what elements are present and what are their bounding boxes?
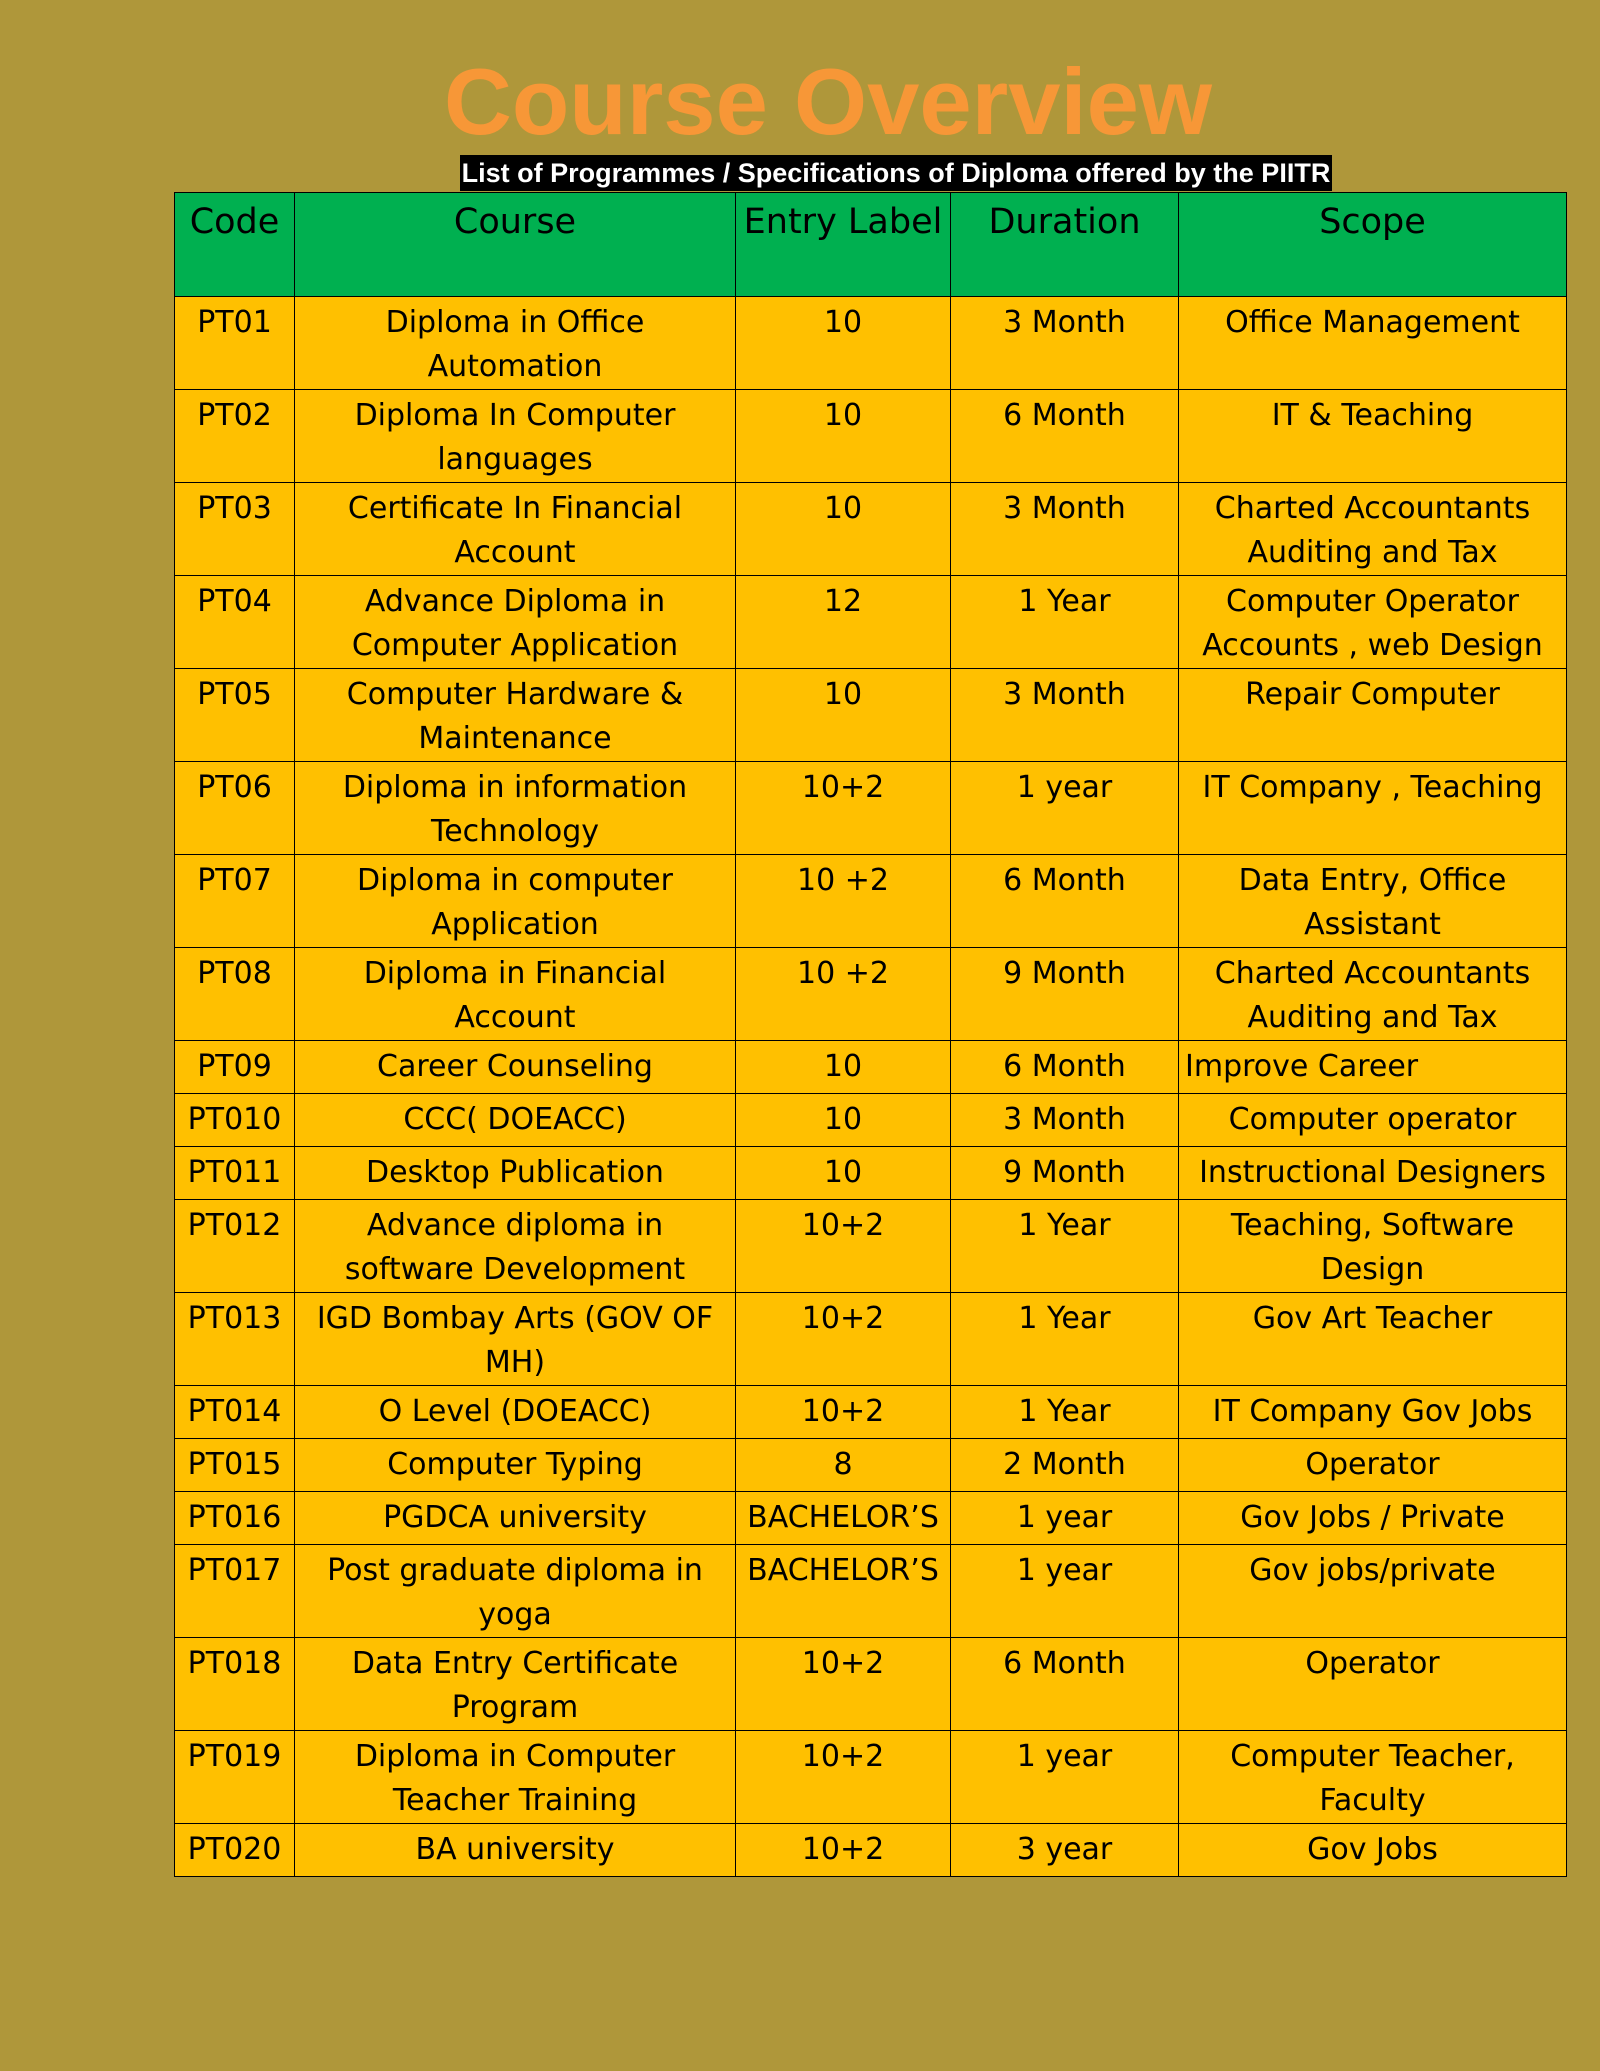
cell-duration: 1 year — [951, 1545, 1179, 1638]
header-entry-label: Entry Label — [736, 193, 951, 297]
cell-duration: 3 Month — [951, 669, 1179, 762]
cell-duration: 3 Month — [951, 1094, 1179, 1147]
table-row — [175, 1094, 1567, 1147]
header-scope: Scope — [1179, 193, 1567, 297]
cell-duration: 3 Month — [951, 297, 1179, 390]
cell-scope: Gov jobs/private — [1179, 1545, 1567, 1638]
cell-code: PT05 — [175, 669, 295, 762]
cell-code: PT010 — [175, 1094, 295, 1147]
table-row — [175, 1147, 1567, 1200]
cell-duration: 3 Month — [951, 483, 1179, 576]
courses-table — [174, 192, 1567, 1877]
cell-scope: IT Company Gov Jobs — [1179, 1386, 1567, 1439]
cell-scope: Instructional Designers — [1179, 1147, 1567, 1200]
cell-code: PT08 — [175, 948, 295, 1041]
cell-scope: Gov Art Teacher — [1179, 1293, 1567, 1386]
cell-duration: 1 Year — [951, 1200, 1179, 1293]
cell-course: Computer Hardware & Maintenance — [295, 669, 736, 762]
cell-duration: 1 Year — [951, 576, 1179, 669]
subtitle-banner — [0, 155, 1600, 191]
cell-entry: 10 +2 — [736, 855, 951, 948]
cell-entry: 10 +2 — [736, 948, 951, 1041]
cell-entry: BACHELOR’S — [736, 1545, 951, 1638]
cell-entry: 10 — [736, 1094, 951, 1147]
cell-duration: 9 Month — [951, 1147, 1179, 1200]
cell-course: BA university — [295, 1824, 736, 1877]
cell-duration: 1 year — [951, 1492, 1179, 1545]
cell-course: Certificate In Financial Account — [295, 483, 736, 576]
cell-entry: BACHELOR’S — [736, 1492, 951, 1545]
table-row — [175, 1439, 1567, 1492]
cell-entry: 10+2 — [736, 1824, 951, 1877]
table-row — [175, 483, 1567, 576]
cell-code: PT07 — [175, 855, 295, 948]
cell-course: Diploma In Computer languages — [295, 390, 736, 483]
cell-course: Diploma in Computer Teacher Training — [295, 1731, 736, 1824]
cell-course: Career Counseling — [295, 1041, 736, 1094]
cell-code: PT04 — [175, 576, 295, 669]
cell-scope: IT & Teaching — [1179, 390, 1567, 483]
header-code: Code — [175, 193, 295, 297]
table-row — [175, 1824, 1567, 1877]
cell-duration: 1 year — [951, 762, 1179, 855]
cell-course: Post graduate diploma in yoga — [295, 1545, 736, 1638]
cell-code: PT03 — [175, 483, 295, 576]
cell-code: PT09 — [175, 1041, 295, 1094]
table-row — [175, 297, 1567, 390]
cell-scope: Gov Jobs — [1179, 1824, 1567, 1877]
cell-scope: Teaching, Software Design — [1179, 1200, 1567, 1293]
cell-course: Diploma in computer Application — [295, 855, 736, 948]
cell-duration: 1 Year — [951, 1386, 1179, 1439]
table-row — [175, 1293, 1567, 1386]
cell-duration: 6 Month — [951, 855, 1179, 948]
cell-scope: Computer operator — [1179, 1094, 1567, 1147]
cell-course: Advance diploma in software Development — [295, 1200, 736, 1293]
cell-code: PT015 — [175, 1439, 295, 1492]
cell-entry: 10+2 — [736, 1200, 951, 1293]
cell-scope: Charted Accountants Auditing and Tax — [1179, 948, 1567, 1041]
cell-entry: 10 — [736, 1147, 951, 1200]
cell-duration: 1 Year — [951, 1293, 1179, 1386]
table-row — [175, 669, 1567, 762]
cell-entry: 10 — [736, 1041, 951, 1094]
table-row — [175, 1492, 1567, 1545]
cell-duration: 9 Month — [951, 948, 1179, 1041]
cell-course: Diploma in information Technology — [295, 762, 736, 855]
cell-duration: 6 Month — [951, 1638, 1179, 1731]
cell-entry: 10 — [736, 483, 951, 576]
cell-code: PT06 — [175, 762, 295, 855]
cell-duration: 2 Month — [951, 1439, 1179, 1492]
cell-course: Desktop Publication — [295, 1147, 736, 1200]
cell-code: PT014 — [175, 1386, 295, 1439]
cell-entry: 10 — [736, 390, 951, 483]
page-title: Course Overview — [443, 49, 1213, 154]
cell-course: Diploma in Financial Account — [295, 948, 736, 1041]
cell-course: IGD Bombay Arts (GOV OF MH) — [295, 1293, 736, 1386]
cell-course: Computer Typing — [295, 1439, 736, 1492]
cell-entry: 10+2 — [736, 1638, 951, 1731]
table-row — [175, 1731, 1567, 1824]
cell-entry: 10+2 — [736, 762, 951, 855]
cell-entry: 10 — [736, 669, 951, 762]
cell-scope: IT Company , Teaching — [1179, 762, 1567, 855]
cell-code: PT016 — [175, 1492, 295, 1545]
cell-code: PT02 — [175, 390, 295, 483]
cell-scope: Repair Computer — [1179, 669, 1567, 762]
table-row — [175, 1638, 1567, 1731]
cell-scope: Operator — [1179, 1638, 1567, 1731]
table-row — [175, 762, 1567, 855]
cell-scope: Data Entry, Office Assistant — [1179, 855, 1567, 948]
table-row — [175, 390, 1567, 483]
cell-duration: 3 year — [951, 1824, 1179, 1877]
cell-scope: Computer Teacher, Faculty — [1179, 1731, 1567, 1824]
cell-scope: Operator — [1179, 1439, 1567, 1492]
cell-course: Advance Diploma in Computer Application — [295, 576, 736, 669]
cell-code: PT012 — [175, 1200, 295, 1293]
cell-entry: 8 — [736, 1439, 951, 1492]
cell-code: PT013 — [175, 1293, 295, 1386]
cell-code: PT019 — [175, 1731, 295, 1824]
table-row — [175, 855, 1567, 948]
cell-course: O Level (DOEACC) — [295, 1386, 736, 1439]
table-row — [175, 1200, 1567, 1293]
table-row — [175, 1386, 1567, 1439]
cell-scope: Improve Career — [1179, 1041, 1567, 1094]
cell-code: PT01 — [175, 297, 295, 390]
cell-code: PT017 — [175, 1545, 295, 1638]
cell-entry: 10+2 — [736, 1293, 951, 1386]
cell-duration: 6 Month — [951, 390, 1179, 483]
table-row — [175, 1041, 1567, 1094]
table-row — [175, 948, 1567, 1041]
cell-course: CCC( DOEACC) — [295, 1094, 736, 1147]
header-course: Course — [295, 193, 736, 297]
header-duration: Duration — [951, 193, 1179, 297]
cell-course: Data Entry Certificate Program — [295, 1638, 736, 1731]
cell-course: PGDCA university — [295, 1492, 736, 1545]
cell-entry: 12 — [736, 576, 951, 669]
cell-scope: Charted Accountants Auditing and Tax — [1179, 483, 1567, 576]
cell-duration: 1 year — [951, 1731, 1179, 1824]
cell-scope: Gov Jobs / Private — [1179, 1492, 1567, 1545]
cell-code: PT018 — [175, 1638, 295, 1731]
table-row — [175, 576, 1567, 669]
cell-entry: 10 — [736, 297, 951, 390]
cell-scope: Computer Operator Accounts , web Design — [1179, 576, 1567, 669]
cell-entry: 10+2 — [736, 1386, 951, 1439]
cell-code: PT011 — [175, 1147, 295, 1200]
cell-scope: Office Management — [1179, 297, 1567, 390]
subtitle-text: List of Programmes / Specifications of Diploma offered by the PIITR — [460, 155, 1333, 191]
table-row — [175, 1545, 1567, 1638]
header-row — [175, 193, 1567, 297]
cell-course: Diploma in Office Automation — [295, 297, 736, 390]
cell-entry: 10+2 — [736, 1731, 951, 1824]
cell-code: PT020 — [175, 1824, 295, 1877]
cell-duration: 6 Month — [951, 1041, 1179, 1094]
